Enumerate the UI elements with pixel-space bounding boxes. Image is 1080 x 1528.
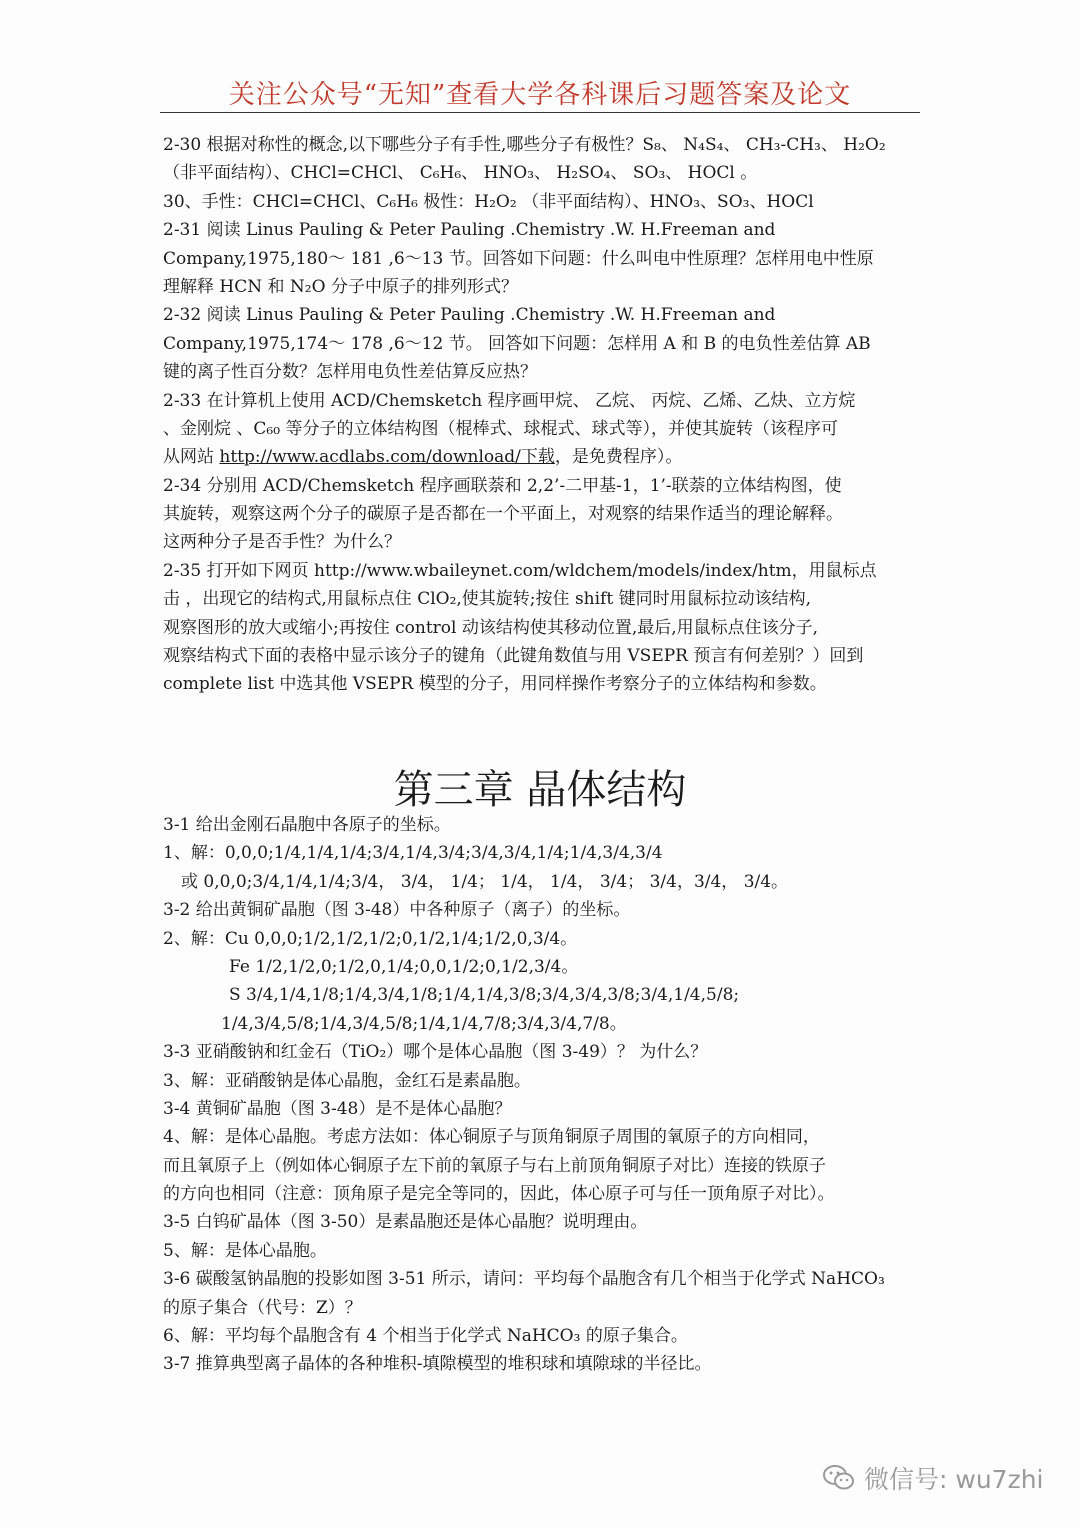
text-line: 或 0,0,0;3/4,1/4,1/4;3/4， 3/4， 1/4； 1/4， 1/4， 3/4； 3/4，3/4， 3/4。	[181, 871, 789, 892]
text-line: 2-31 阅读 Linus Pauling & Peter Pauling .Chemistry .W. H.Freeman and	[163, 220, 776, 241]
text-line: Company,1975,174～ 178 ,6～12 节。 回答如下问题：怎样用 A 和 B 的电负性差估算 AB	[163, 333, 871, 354]
text-line: 3、解：亚硝酸钠是体心晶胞，金红石是素晶胞。	[163, 1070, 531, 1091]
text-span: ，是免费程序）。	[554, 447, 683, 468]
text-line: 、金刚烷 、C₆₀ 等分子的立体结构图（棍棒式、球棍式、球式等），并使其旋转（该程序可	[163, 418, 838, 439]
text-line: 观察图形的放大或缩小;再按住 control 动该结构使其移动位置,最后,用鼠标点住该分子,	[163, 617, 819, 638]
wechat-icon	[822, 1463, 856, 1493]
text-line: complete list 中选其他 VSEPR 模型的分子，用同样操作考察分子的立体结构和参数。	[163, 674, 827, 695]
acdlabs-download-link[interactable]: http://www.acdlabs.com/download/下载	[219, 447, 555, 468]
text-line: 3-2 给出黄铜矿晶胞（图 3-48）中各种原子（离子）的坐标。	[163, 900, 631, 921]
wechat-watermark	[822, 1456, 1043, 1500]
text-line: S 3/4,1/4,1/8;1/4,3/4,1/8;1/4,1/4,3/8;3/4,3/4,3/8;3/4,1/4,5/8;	[229, 985, 740, 1006]
text-line: 3-6 碳酸氢钠晶胞的投影如图 3-51 所示，请问：平均每个晶胞含有几个相当于化学式 NaHCO₃	[163, 1269, 885, 1290]
text-line: 键的离子性百分数？怎样用电负性差估算反应热？	[163, 362, 537, 383]
text-line: 4、解：是体心晶胞。考虑方法如：体心铜原子与顶角铜原子周围的氧原子的方向相同，	[163, 1127, 820, 1148]
text-line: 其旋转，观察这两个分子的碳原子是否都在一个平面上，对观察的结果作适当的理论解释。	[163, 504, 843, 525]
text-line: 2-30 根据对称性的概念,以下哪些分子有手性,哪些分子有极性？S₈、 N₄S₄、 CH₃-CH₃、 H₂O₂	[163, 135, 886, 155]
text-line: 6、解：平均每个晶胞含有 4 个相当于化学式 NaHCO₃ 的原子集合。	[163, 1326, 688, 1347]
text-line: 击 ，出现它的结构式,用鼠标点住 ClO₂,使其旋转;按住 shift 键同时用鼠标拉动该结构,	[163, 589, 811, 610]
section-chapter2-exercises	[163, 131, 923, 699]
text-line: 2、解：Cu 0,0,0;1/2,1/2,1/2;0,1/2,1/4;1/2,0,3/4。	[163, 928, 578, 949]
chapter-title: 第三章 晶体结构	[393, 767, 687, 813]
text-line: Fe 1/2,1/2,0;1/2,0,1/4;0,0,1/2;0,1/2,3/4。	[229, 956, 579, 977]
text-line: 1/4,3/4,5/8;1/4,3/4,5/8;1/4,1/4,7/8;3/4,3/4,7/8。	[221, 1013, 627, 1034]
text-line: 的方向也相同（注意：顶角原子是完全等同的，因此，体心原子可与任一顶角原子对比）。	[163, 1184, 835, 1205]
watermark-text: 微信号: wu7zhi	[864, 1465, 1044, 1494]
page-header-title: 关注公众号“无知”查看大学各科课后习题答案及论文	[228, 80, 852, 110]
text-line: 3-4 黄铜矿晶胞（图 3-48）是不是体心晶胞？	[163, 1098, 512, 1119]
text-line: 2-33 在计算机上使用 ACD/Chemsketch 程序画甲烷、 乙烷、 丙烷、乙烯、乙炔、立方烷	[163, 390, 856, 411]
text-line: 1、解：0,0,0;1/4,1/4,1/4;3/4,1/4,3/4;3/4,3/4,1/4;1/4,3/4,3/4	[163, 843, 663, 864]
text-line: 的原子集合（代号：Z）？	[163, 1297, 362, 1318]
text-line-with-link	[163, 443, 923, 471]
text-line: 2-34 分别用 ACD/Chemsketch 程序画联萘和 2,2’-二甲基-1，1’-联萘的立体结构图，使	[163, 475, 842, 496]
text-line: 2-32 阅读 Linus Pauling & Peter Pauling .Chemistry .W. H.Freeman and	[163, 305, 776, 326]
header-divider	[160, 112, 920, 113]
text-line: Company,1975,180～ 181 ,6～13 节。回答如下问题：什么叫电中性原理？怎样用电中性原	[163, 248, 874, 269]
text-line: 3-5 白钨矿晶体（图 3-50）是素晶胞还是体心晶胞？说明理由。	[163, 1212, 648, 1233]
text-line: 理解释 HCN 和 N₂O 分子中原子的排列形式？	[163, 276, 518, 297]
text-span: 从网站	[163, 447, 220, 468]
text-line: 3-3 亚硝酸钠和红金石（TiO₂）哪个是体心晶胞（图 3-49）？ 为什么？	[163, 1042, 708, 1063]
text-line: 这两种分子是否手性？为什么？	[163, 532, 401, 553]
text-line: 3-1 给出金刚石晶胞中各原子的坐标。	[163, 815, 451, 835]
text-line: 5、解：是体心晶胞。	[163, 1240, 327, 1261]
text-line: 3-7 推算典型离子晶体的各种堆积-填隙模型的堆积球和填隙球的半径比。	[163, 1354, 712, 1375]
text-line: （非平面结构）、CHCl=CHCl、 C₆H₆、 HNO₃、 H₂SO₄、 SO₃、 HOCl 。	[163, 163, 758, 184]
text-line: 2-35 打开如下网页 http://www.wbaileynet.com/wldchem/models/index/htm，用鼠标点	[163, 560, 877, 581]
section-chapter3-exercises	[163, 811, 923, 1379]
text-line: 而且氧原子上（例如体心铜原子左下前的氧原子与右上前顶角铜原子对比）连接的铁原子	[163, 1155, 826, 1176]
text-line: 观察结构式下面的表格中显示该分子的键角（此键角数值与用 VSEPR 预言有何差别？）回到	[163, 646, 864, 667]
text-line: 30、手性：CHCl=CHCl、C₆H₆ 极性：H₂O₂ （非平面结构）、HNO₃、SO₃、HOCl	[163, 191, 814, 212]
